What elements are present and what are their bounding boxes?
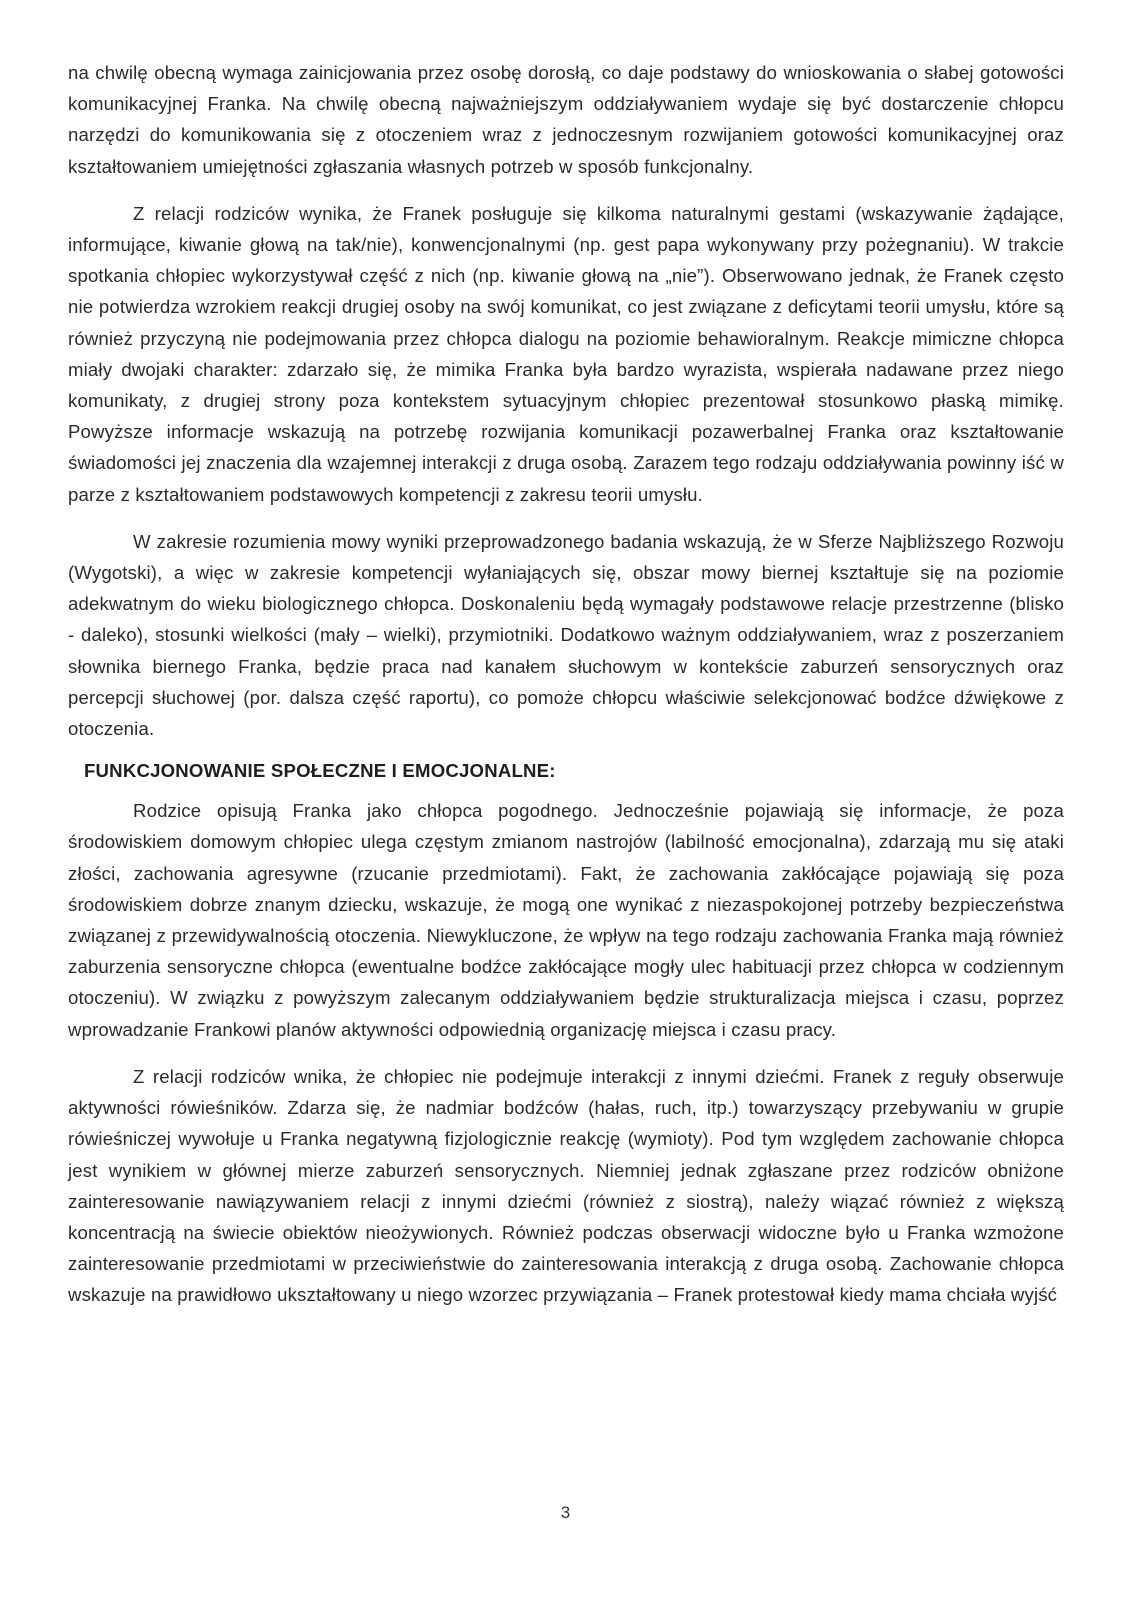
paragraph-nonverbal-communication: Z relacji rodziców wynika, że Franek posługuje się kilkoma naturalnymi gestami (wskazywanie żądające, informujące, kiwanie głową na tak/nie), konwencjonalnymi (np. gest papa wykonywany przy pożegnaniu). W trakcie spotkania chłopiec wykorzystywał część z nich (np. kiwanie głową na „nie”). Obserwowano jednak, że Franek często nie potwierdza wzrokiem reakcji drugiej osoby na swój komunikat, co jest związane z deficytami teorii umysłu, które są również przyczyną nie podejmowania przez chłopca dialogu na poziomie behawioralnym. Reakcje mimiczne chłopca miały dwojaki charakter: zdarzało się, że mimika Franka była bardzo wyrazista, wspierała nadawane przez niego komunikaty, z drugiej strony poza kontekstem sytuacyjnym chłopiec prezentował stosunkowo płaską mimikę. Powyższe informacje wskazują na potrzebę rozwijania komunikacji pozawerbalnej Franka oraz kształtowanie świadomości jej znaczenia dla wzajemnej interakcji z druga osobą. Zarazem tego rodzaju oddziaływania powinny iść w parze z kształtowaniem podstawowych kompetencji z zakresu teorii umysłu. (68, 202, 1064, 505)
section-heading-social-emotional: FUNKCJONOWANIE SPOŁECZNE I EMOCJONALNE: (84, 760, 556, 782)
paragraph-mood-behaviour: Rodzice opisują Franka jako chłopca pogodnego. Jednocześnie pojawiają się informacje, że poza środowiskiem domowym chłopiec ulega częstym zmianom nastrojów (labilność emocjonalna), zdarzają mu się ataki złości, zachowania agresywne (rzucanie przedmiotami). Fakt, że zachowania zakłócające pojawiają się poza środowiskiem dobrze znanym dziecku, wskazuje, że mogą one wynikać z niezaspokojonej potrzeby bezpieczeństwa związanej z przewidywalnością otoczenia. Niewykluczone, że wpływ na tego rodzaju zachowania Franka mają również zaburzenia sensoryczne chłopca (ewentualne bodźce zakłócające mogły ulec habituacji przez chłopca w codziennym otoczeniu). W związku z powyższym zalecanym oddziaływaniem będzie strukturalizacja miejsca i czasu, poprzez wprowadzanie Frankowi planów aktywności odpowiednią organizację miejsca i czasu pracy. (68, 800, 1064, 1040)
paragraph-peer-interaction: Z relacji rodziców wnika, że chłopiec nie podejmuje interakcji z innymi dziećmi. Franek z reguły obserwuje aktywności rówieśników. Zdarza się, że nadmiar bodźców (hałas, ruch, itp.) towarzyszący przebywaniu w grupie rówieśniczej wywołuje u Franka negatywną fizjologicznie reakcję (wymioty). Pod tym względem zachowanie chłopca jest wynikiem w głównej mierze zaburzeń sensorycznych. Niemniej jednak zgłaszane przez rodziców obniżone zainteresowanie nawiązywaniem relacji z innymi dziećmi (również z siostrą), należy wiązać również z większą koncentracją na świecie obiektów nieożywionych. Również podczas obserwacji widoczne było u Franka wzmożone zainteresowanie przedmiotami w przeciwieństwie do zainteresowania interakcją z druga osobą. Zachowanie chłopca wskazuje na prawidłowo ukształtowany u niego wzorzec przywiązania – Franek protestował kiedy mama chciała wyjść (68, 1065, 1064, 1306)
page-number: 3 (560, 1503, 571, 1522)
document-page (68, 57, 1064, 1311)
paragraph-speech-comprehension: W zakresie rozumienia mowy wyniki przeprowadzonego badania wskazują, że w Sferze Najbliższego Rozwoju (Wygotski), a więc w zakresie kompetencji wyłaniających się, obszar mowy biernej kształtuje się na poziomie adekwatnym do wieku biologicznego chłopca. Doskonaleniu będą wymagały podstawowe relacje przestrzenne (blisko - daleko), stosunki wielkości (mały – wielki), przymiotniki. Dodatkowo ważnym oddziaływaniem, wraz z poszerzaniem słownika biernego Franka, będzie praca nad kanałem słuchowym w kontekście zaburzeń sensorycznych oraz percepcji słuchowej (por. dalsza część raportu), co pomoże chłopcu właściwie selekcjonować bodźce dźwiękowe z otoczenia. (68, 530, 1064, 740)
paragraph-communication-readiness: na chwilę obecną wymaga zainicjowania przez osobę dorosłą, co daje podstawy do wnioskowania o słabej gotowości komunikacyjnej Franka. Na chwilę obecną najważniejszym oddziaływaniem wydaje się być dostarczenie chłopcu narzędzi do komunikowania się z otoczeniem wraz z jednoczesnym rozwijaniem gotowości komunikacyjnej oraz kształtowaniem umiejętności zgłaszania własnych potrzeb w sposób funkcjonalny. (68, 62, 1064, 177)
